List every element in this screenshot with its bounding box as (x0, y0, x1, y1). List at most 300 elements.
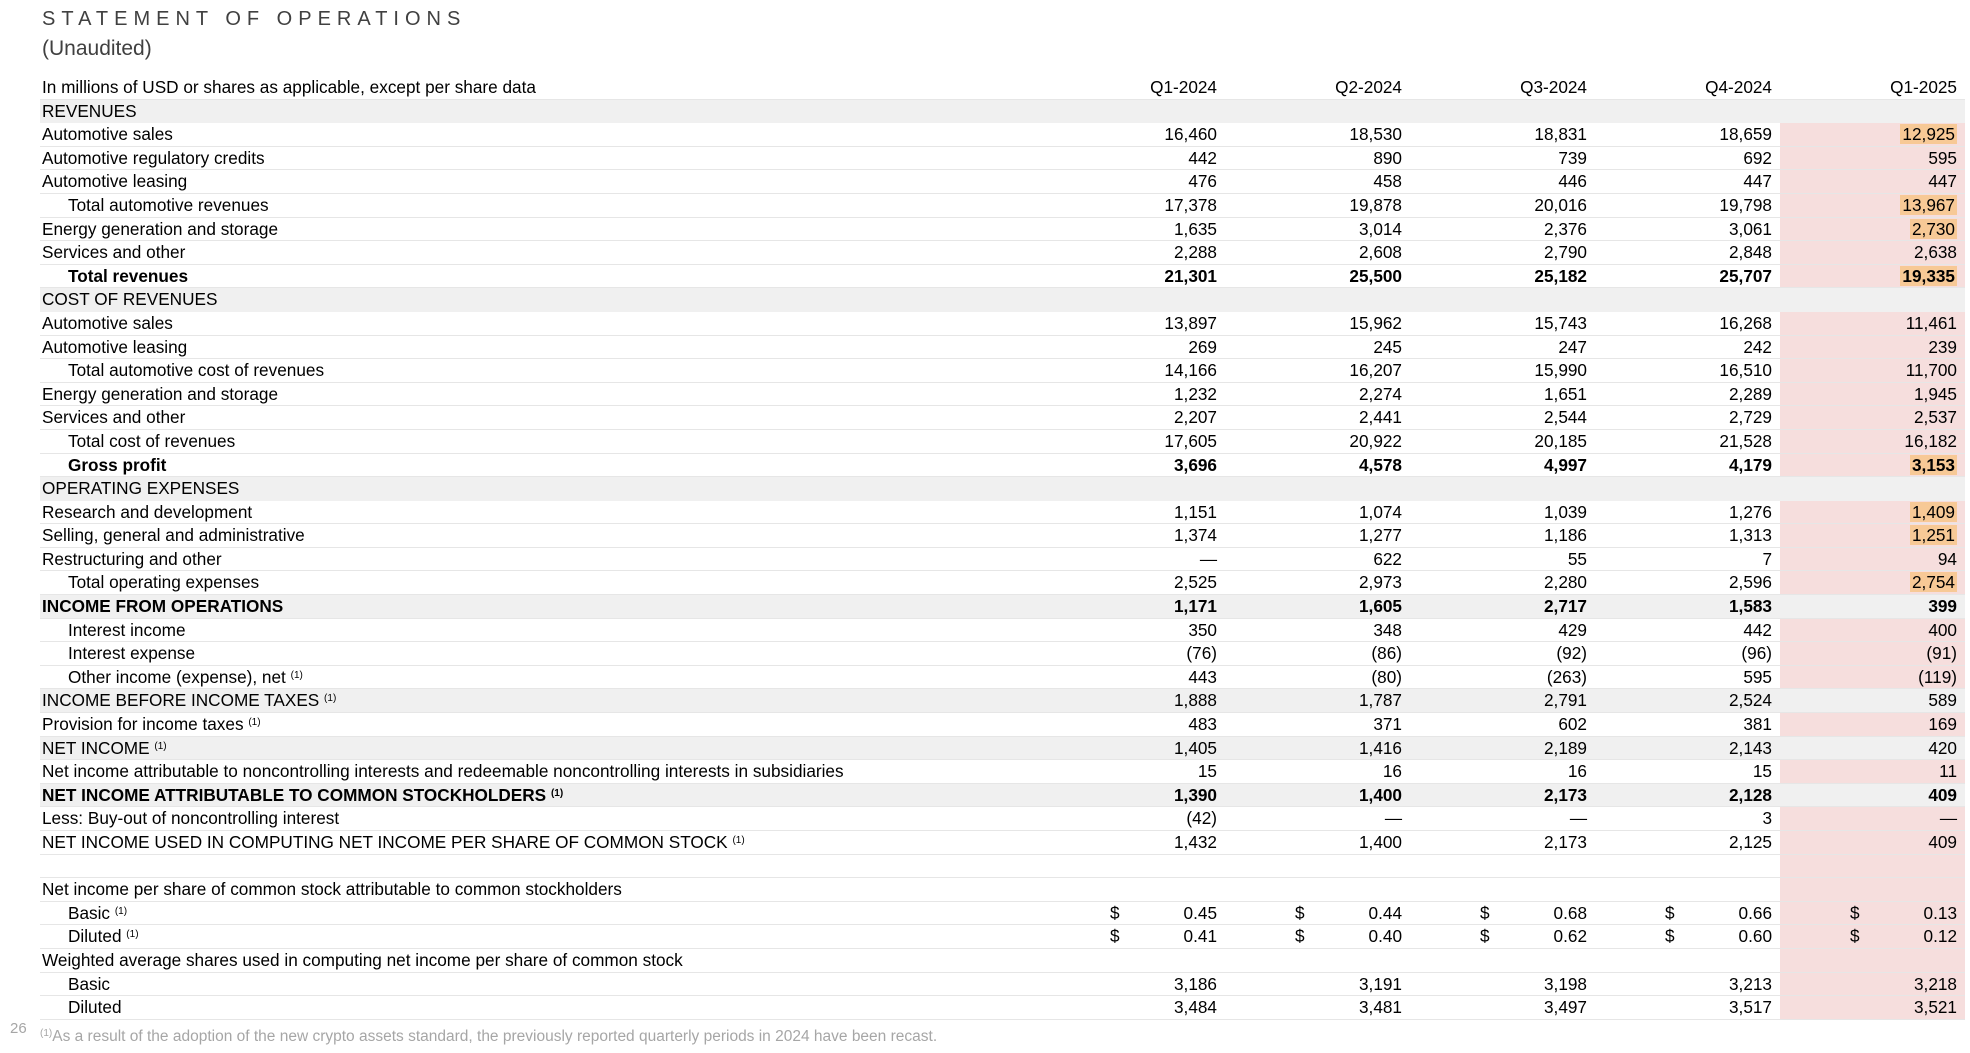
row-label (40, 430, 1040, 454)
value-cell (1595, 336, 1780, 360)
value-cell (1410, 807, 1595, 831)
value-cell (1780, 973, 1965, 997)
row-label-text: NET INCOME USED IN COMPUTING NET INCOME PER SHARE OF COMMON STOCK (42, 832, 728, 852)
value-cell (1410, 501, 1595, 525)
row-label-text: Less: Buy-out of noncontrolling interest (42, 808, 340, 829)
column-header-q1-2024: Q1-2024 (1040, 76, 1225, 100)
cell-value: 21,528 (1719, 430, 1772, 451)
row-label (40, 218, 1040, 242)
cell-value: 1,171 (1173, 596, 1217, 617)
currency-symbol: $ (1665, 902, 1675, 923)
cell-value: 447 (1928, 171, 1957, 192)
value-cell (1410, 288, 1595, 312)
value-cell (1780, 642, 1965, 666)
value-cell (1225, 147, 1410, 171)
cell-value: 483 (1188, 714, 1217, 735)
cell-value: 1,232 (1173, 383, 1217, 404)
value-cell (1410, 760, 1595, 784)
page-number: 26 (10, 1020, 27, 1037)
row-label-text: Basic (68, 973, 111, 994)
page-subtitle: (Unaudited) (42, 37, 152, 60)
row-label (40, 147, 1040, 171)
value-cell (1595, 713, 1780, 737)
cell-value: 3,153 (1911, 454, 1955, 475)
value-cell (1410, 265, 1595, 289)
value-cell (1780, 760, 1965, 784)
cell-value: 0.41 (1183, 926, 1217, 947)
value-cell (1780, 406, 1965, 430)
cell-value: 14,166 (1164, 360, 1217, 381)
row-label-text: Other income (expense), net (68, 666, 286, 687)
cell-value: (119) (1918, 666, 1957, 687)
column-header-q2-2024: Q2-2024 (1225, 76, 1410, 100)
value-cell (1040, 454, 1225, 478)
value-cell (1040, 312, 1225, 336)
value-cell (1225, 760, 1410, 784)
value-cell (1225, 241, 1410, 265)
value-cell (1410, 595, 1595, 619)
value-cell (1595, 477, 1780, 501)
value-cell (1410, 784, 1595, 808)
cell-value: 2,790 (1543, 242, 1587, 263)
cell-value: 0.68 (1553, 902, 1587, 923)
value-cell (1595, 666, 1780, 690)
cell-value: 1,039 (1543, 501, 1587, 522)
value-cell (1780, 265, 1965, 289)
value-cell (1040, 878, 1225, 902)
value-cell (1040, 336, 1225, 360)
cell-value: 2,376 (1543, 218, 1587, 239)
page-title: STATEMENT OF OPERATIONS (42, 8, 467, 30)
cell-value: 446 (1558, 171, 1587, 192)
row-label-text: Basic (68, 902, 111, 923)
value-cell (1225, 430, 1410, 454)
row-label (40, 454, 1040, 478)
cell-value: 447 (1743, 171, 1772, 192)
value-cell (1780, 454, 1965, 478)
cell-value: 15,990 (1534, 360, 1587, 381)
value-cell (1780, 878, 1965, 902)
value-cell (1595, 807, 1780, 831)
footnote (40, 1028, 937, 1046)
value-cell (1595, 100, 1780, 124)
value-cell (1595, 831, 1780, 855)
value-cell (1595, 265, 1780, 289)
value-cell (1040, 949, 1225, 973)
value-cell (1225, 784, 1410, 808)
row-label-text: Weighted average shares used in computing net income per share of common stock (42, 949, 683, 970)
value-cell (1040, 925, 1225, 949)
currency-symbol: $ (1480, 926, 1490, 947)
cell-value: 269 (1188, 336, 1217, 357)
cell-value: 2,280 (1543, 572, 1587, 593)
cell-value: 1,313 (1728, 525, 1772, 546)
value-cell (1225, 949, 1410, 973)
value-cell (1780, 807, 1965, 831)
value-cell (1040, 194, 1225, 218)
row-label (40, 996, 1040, 1020)
cell-value: 16,268 (1719, 312, 1772, 333)
footnote-ref: (1) (114, 905, 128, 917)
row-label (40, 713, 1040, 737)
value-cell (1595, 689, 1780, 713)
value-cell (1410, 218, 1595, 242)
cell-value: 16,182 (1904, 430, 1957, 451)
value-cell (1780, 430, 1965, 454)
value-cell (1595, 524, 1780, 548)
footnote-marker: (1) (40, 1028, 53, 1039)
cell-value: 21,301 (1164, 265, 1217, 286)
value-cell (1040, 784, 1225, 808)
value-cell (1225, 807, 1410, 831)
value-cell (1780, 147, 1965, 171)
value-cell (1780, 548, 1965, 572)
row-label-text: Total revenues (68, 265, 189, 286)
value-cell (1040, 218, 1225, 242)
value-cell (1780, 170, 1965, 194)
cell-value: 0.40 (1368, 926, 1402, 947)
cell-value: 3,014 (1358, 218, 1402, 239)
value-cell (1410, 312, 1595, 336)
value-cell (1040, 571, 1225, 595)
cell-value: 19,335 (1902, 265, 1955, 286)
value-cell (1595, 123, 1780, 147)
row-label (40, 973, 1040, 997)
value-cell (1780, 524, 1965, 548)
value-cell (1780, 383, 1965, 407)
value-cell (1780, 501, 1965, 525)
cell-value: 18,831 (1534, 124, 1587, 145)
value-cell (1225, 713, 1410, 737)
cell-value: 15 (1197, 761, 1217, 782)
value-cell (1410, 925, 1595, 949)
table-header-label: In millions of USD or shares as applicable, except per share data (40, 76, 1040, 100)
cell-value: 2,730 (1911, 218, 1955, 239)
value-cell (1780, 996, 1965, 1020)
value-cell (1225, 548, 1410, 572)
row-label (40, 477, 1040, 501)
cell-value: 3,517 (1728, 997, 1772, 1018)
value-cell (1410, 902, 1595, 926)
cell-value: 20,922 (1349, 430, 1402, 451)
cell-value: 3,186 (1173, 973, 1217, 994)
value-cell (1225, 571, 1410, 595)
value-cell (1410, 100, 1595, 124)
value-cell (1225, 501, 1410, 525)
value-cell (1040, 430, 1225, 454)
value-cell (1225, 123, 1410, 147)
cell-value: 15,962 (1349, 312, 1402, 333)
cell-value: 11,700 (1905, 360, 1957, 381)
column-header-q3-2024: Q3-2024 (1410, 76, 1595, 100)
value-cell (1780, 100, 1965, 124)
cell-value: 400 (1928, 619, 1957, 640)
cell-value: — (1199, 548, 1217, 569)
row-label-text: Gross profit (68, 454, 167, 475)
cell-value: 442 (1743, 619, 1772, 640)
cell-value: 242 (1743, 336, 1772, 357)
cell-value: 0.62 (1553, 926, 1587, 947)
cell-value: 0.45 (1183, 902, 1217, 923)
value-cell (1780, 123, 1965, 147)
value-cell (1040, 170, 1225, 194)
cell-value: 7 (1762, 548, 1772, 569)
value-cell (1040, 241, 1225, 265)
footnote-ref: (1) (324, 693, 337, 705)
value-cell (1595, 925, 1780, 949)
cell-value: (80) (1371, 666, 1402, 687)
cell-value: 2,524 (1728, 690, 1772, 711)
value-cell (1040, 406, 1225, 430)
value-cell (1780, 689, 1965, 713)
value-cell (1595, 642, 1780, 666)
value-cell (1595, 855, 1780, 879)
cell-value: 2,754 (1911, 572, 1955, 593)
value-cell (1780, 595, 1965, 619)
value-cell (1040, 855, 1225, 879)
value-cell (1780, 477, 1965, 501)
row-label-text: Interest income (68, 619, 186, 640)
value-cell (1410, 170, 1595, 194)
value-cell (1595, 548, 1780, 572)
cell-value: 18,530 (1349, 124, 1402, 145)
cell-value: 2,125 (1728, 832, 1772, 852)
cell-value: 25,500 (1349, 265, 1402, 286)
value-cell (1780, 218, 1965, 242)
value-cell (1595, 406, 1780, 430)
currency-symbol: $ (1110, 926, 1120, 947)
row-label-text: Automotive regulatory credits (42, 147, 265, 168)
row-label (40, 194, 1040, 218)
cell-value: 2,128 (1728, 784, 1772, 805)
value-cell (1410, 878, 1595, 902)
value-cell (1780, 619, 1965, 643)
cell-value: 16,460 (1164, 124, 1217, 145)
cell-value: 1,888 (1173, 690, 1217, 711)
value-cell (1410, 689, 1595, 713)
value-cell (1040, 831, 1225, 855)
value-cell (1595, 571, 1780, 595)
row-label-text: Total automotive revenues (68, 194, 269, 215)
cell-value: 0.44 (1368, 902, 1402, 923)
cell-value: 25,707 (1719, 265, 1772, 286)
cell-value: (86) (1371, 643, 1402, 664)
cell-value: 12,925 (1902, 124, 1955, 145)
cell-value: — (1939, 808, 1957, 829)
cell-value: 381 (1743, 714, 1772, 735)
cell-value: 3,696 (1173, 454, 1217, 475)
value-cell (1410, 737, 1595, 761)
row-label-text: COST OF REVENUES (42, 289, 218, 310)
value-cell (1225, 666, 1410, 690)
row-label (40, 501, 1040, 525)
cell-value: 4,179 (1728, 454, 1772, 475)
value-cell (1410, 147, 1595, 171)
cell-value: (96) (1741, 643, 1772, 664)
value-cell (1595, 501, 1780, 525)
cell-value: 409 (1928, 784, 1957, 805)
value-cell (1595, 454, 1780, 478)
value-cell (1410, 713, 1595, 737)
row-label-text: Selling, general and administrative (42, 525, 305, 546)
value-cell (1595, 359, 1780, 383)
cell-value: 1,276 (1728, 501, 1772, 522)
value-cell (1780, 855, 1965, 879)
row-label-text: INCOME BEFORE INCOME TAXES (42, 690, 320, 711)
value-cell (1225, 996, 1410, 1020)
row-label (40, 170, 1040, 194)
cell-value: 476 (1188, 171, 1217, 192)
cell-value: (91) (1926, 643, 1957, 664)
value-cell (1410, 194, 1595, 218)
row-label-text: Energy generation and storage (42, 383, 279, 404)
value-cell (1040, 501, 1225, 525)
cell-value: 2,441 (1358, 407, 1402, 428)
value-cell (1040, 807, 1225, 831)
value-cell (1780, 949, 1965, 973)
row-label-text: Automotive sales (42, 312, 173, 333)
footnote-text: As a result of the adoption of the new crypto assets standard, the previously reported quarterly periods in 2024 have been recast. (52, 1028, 938, 1045)
cell-value: 20,016 (1534, 194, 1587, 215)
value-cell (1225, 312, 1410, 336)
cell-value: 0.60 (1738, 926, 1772, 947)
cell-value: 2,207 (1173, 407, 1217, 428)
row-label (40, 100, 1040, 124)
cell-value: (92) (1556, 643, 1587, 664)
cell-value: 371 (1373, 714, 1402, 735)
cell-value: 19,798 (1719, 194, 1772, 215)
value-cell (1225, 642, 1410, 666)
value-cell (1410, 855, 1595, 879)
value-cell (1410, 996, 1595, 1020)
cell-value: 2,973 (1358, 572, 1402, 593)
value-cell (1780, 288, 1965, 312)
cell-value: 247 (1558, 336, 1587, 357)
currency-symbol: $ (1295, 926, 1305, 947)
value-cell (1595, 147, 1780, 171)
cell-value: 3,484 (1173, 997, 1217, 1018)
row-label-text: Diluted (68, 926, 122, 947)
value-cell (1040, 595, 1225, 619)
row-label (40, 406, 1040, 430)
value-cell (1225, 265, 1410, 289)
value-cell (1040, 288, 1225, 312)
row-label-text: NET INCOME (42, 737, 150, 758)
footnote-ref: (1) (732, 835, 745, 846)
row-label (40, 689, 1040, 713)
value-cell (1040, 902, 1225, 926)
value-cell (1225, 194, 1410, 218)
value-cell (1595, 878, 1780, 902)
row-label-text: Interest expense (68, 643, 196, 664)
cell-value: 1,432 (1173, 832, 1217, 852)
cell-value: 94 (1937, 548, 1957, 569)
row-label (40, 595, 1040, 619)
cell-value: 1,400 (1358, 784, 1402, 805)
cell-value: 1,374 (1173, 525, 1217, 546)
cell-value: 350 (1188, 619, 1217, 640)
row-label (40, 760, 1040, 784)
footnote-ref: (1) (126, 929, 139, 941)
cell-value: 4,997 (1543, 454, 1587, 475)
cell-value: 4,578 (1358, 454, 1402, 475)
value-cell (1225, 619, 1410, 643)
currency-symbol: $ (1850, 902, 1860, 923)
row-label-text: REVENUES (42, 100, 137, 121)
value-cell (1410, 642, 1595, 666)
cell-value: 3,198 (1543, 973, 1587, 994)
cell-value: 348 (1373, 619, 1402, 640)
value-cell (1780, 312, 1965, 336)
value-cell (1595, 973, 1780, 997)
row-label-text: Total cost of revenues (68, 430, 236, 451)
value-cell (1040, 689, 1225, 713)
cell-value: 18,659 (1719, 124, 1772, 145)
cell-value: 1,409 (1911, 501, 1955, 522)
value-cell (1780, 713, 1965, 737)
cell-value: 2,791 (1543, 690, 1587, 711)
cell-value: 1,251 (1911, 525, 1955, 546)
value-cell (1780, 737, 1965, 761)
value-cell (1225, 218, 1410, 242)
value-cell (1410, 336, 1595, 360)
cell-value: 692 (1743, 147, 1772, 168)
value-cell (1410, 454, 1595, 478)
cell-value: 739 (1558, 147, 1587, 168)
cell-value: (76) (1186, 643, 1217, 664)
row-label (40, 925, 1040, 949)
value-cell (1040, 100, 1225, 124)
cell-value: 2,289 (1728, 383, 1772, 404)
row-label-text: Net income per share of common stock attributable to common stockholders (42, 879, 622, 900)
cell-value: 0.12 (1923, 926, 1957, 947)
value-cell (1595, 902, 1780, 926)
value-cell (1040, 713, 1225, 737)
cell-value: 3,218 (1913, 973, 1957, 994)
value-cell (1410, 241, 1595, 265)
cell-value: 16,207 (1349, 360, 1402, 381)
cell-value: 2,537 (1913, 407, 1957, 428)
value-cell (1595, 170, 1780, 194)
value-cell (1595, 619, 1780, 643)
row-label (40, 312, 1040, 336)
cell-value: 1,787 (1358, 690, 1402, 711)
value-cell (1410, 477, 1595, 501)
cell-value: 2,596 (1728, 572, 1772, 593)
value-cell (1595, 218, 1780, 242)
cell-value: 239 (1928, 336, 1957, 357)
value-cell (1225, 737, 1410, 761)
row-label-text: Total operating expenses (68, 572, 260, 593)
value-cell (1780, 241, 1965, 265)
value-cell (1040, 642, 1225, 666)
cell-value: 1,416 (1358, 737, 1402, 758)
value-cell (1225, 477, 1410, 501)
row-label-text: OPERATING EXPENSES (42, 478, 240, 499)
value-cell (1410, 973, 1595, 997)
value-cell (1780, 666, 1965, 690)
cell-value: 595 (1928, 147, 1957, 168)
value-cell (1595, 430, 1780, 454)
cell-value: 3,061 (1728, 218, 1772, 239)
value-cell (1225, 454, 1410, 478)
cell-value: 409 (1928, 832, 1957, 852)
value-cell (1225, 524, 1410, 548)
value-cell (1225, 973, 1410, 997)
value-cell (1040, 524, 1225, 548)
cell-value: (263) (1546, 666, 1587, 687)
cell-value: 2,173 (1543, 784, 1587, 805)
